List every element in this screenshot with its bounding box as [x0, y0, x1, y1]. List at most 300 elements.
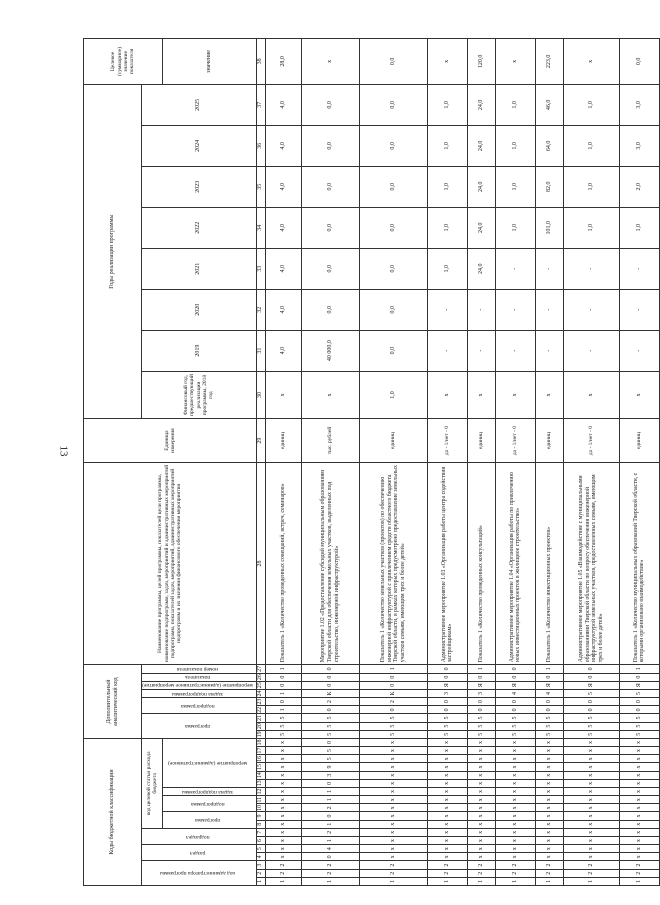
code-cell: х — [535, 796, 563, 804]
podrazdel-header: подраздел — [185, 833, 210, 840]
code-cell: 1 — [301, 836, 359, 844]
code-cell: х — [359, 845, 427, 853]
year-2020: 2020 — [142, 289, 257, 330]
row-year-value: 1,0 — [427, 248, 467, 289]
code-cell: 2 — [535, 861, 563, 869]
year-2025: 2025 — [142, 84, 257, 125]
code-cell: 5 — [265, 722, 301, 730]
code-cell: 2 — [265, 869, 301, 877]
code-cell: 5 — [563, 730, 619, 738]
row-year-value: 82,0 — [535, 166, 563, 207]
code-cell: 5 — [495, 714, 535, 722]
row-year-value: 24,0 — [467, 207, 495, 248]
code-cell: 5 — [535, 714, 563, 722]
row-unit: единиц — [359, 419, 427, 462]
code-cell: х — [495, 820, 535, 828]
column-number: 29 — [256, 419, 265, 462]
row-year-value: 1,0 — [495, 84, 535, 125]
code-cell: х — [427, 812, 467, 820]
code-cell: х — [535, 738, 563, 746]
row-total: 0,0 — [359, 39, 427, 85]
row-year-value: 0,0 — [301, 166, 359, 207]
column-number: 38 — [256, 39, 265, 85]
column-number: 4 — [256, 853, 265, 861]
code-cell: х — [467, 828, 495, 836]
code-cell: х — [495, 755, 535, 763]
code-cell: 5 — [265, 714, 301, 722]
row-year-value: 0,0 — [359, 84, 427, 125]
column-number: 26 — [257, 674, 264, 681]
row-year-value: 4,0 — [265, 166, 301, 207]
column-number: 27 — [257, 665, 264, 672]
code-cell: 0 — [427, 665, 467, 673]
code-cell: 0 — [535, 673, 563, 681]
row-year-value: 2,0 — [619, 166, 659, 207]
code-cell: х — [427, 853, 467, 861]
column-number: 24 — [257, 690, 264, 697]
code-cell: х — [495, 796, 535, 804]
column-number: 30 — [256, 371, 265, 419]
code-cell: х — [619, 787, 659, 795]
code-cell: х — [265, 845, 301, 853]
code-cell: 2 — [619, 861, 659, 869]
code-cell: 0 — [619, 698, 659, 706]
code-cell: х — [467, 763, 495, 771]
column-number: 1 — [256, 877, 265, 885]
code-cell: 2 — [301, 861, 359, 869]
row-unit: да - 1/нет - 0 — [495, 419, 535, 462]
code-cell: х — [563, 779, 619, 787]
row-total: х — [301, 39, 359, 85]
code-cell: х — [535, 812, 563, 820]
row-year-value: 4,0 — [265, 248, 301, 289]
column-number: 20 — [257, 723, 264, 730]
row-year-value: 4,0 — [265, 84, 301, 125]
add-col-task: задача подпрограммы — [171, 690, 223, 697]
code-cell: х — [265, 779, 301, 787]
code-cell: 5 — [619, 689, 659, 697]
code-cell: 5 — [563, 689, 619, 697]
code-cell: 0 — [301, 706, 359, 714]
column-number: 25 — [257, 682, 264, 689]
code-cell: Я — [619, 681, 659, 689]
expense-article-header: код целевой статьи расхода бюджета — [142, 738, 163, 828]
code-cell: 0 — [563, 706, 619, 714]
program-table — [83, 38, 660, 886]
code-cell: х — [563, 812, 619, 820]
code-cell: х — [619, 755, 659, 763]
code-cell: х — [467, 755, 495, 763]
row-year-value: - — [535, 248, 563, 289]
row-year-value: 1,0 — [563, 125, 619, 166]
row-year-value: - — [563, 330, 619, 371]
code-cell: х — [265, 836, 301, 844]
code-cell: 0 — [467, 698, 495, 706]
code-cell: 5 — [359, 730, 427, 738]
code-cell: х — [467, 853, 495, 861]
year-2019: 2019 — [142, 330, 257, 371]
row-year-value: - — [495, 248, 535, 289]
code-cell: х — [427, 828, 467, 836]
row-name: Мероприятие 1.02 «Предоставление субсидий муниципальным образованиям Тверской области для обеспечения земельных участков, выделенных под строительство, инженерной инфраструктурой» — [301, 462, 359, 665]
row-year-value: 0,0 — [359, 166, 427, 207]
row-year-value: 1,0 — [495, 166, 535, 207]
code-cell: х — [265, 747, 301, 755]
code-cell: х — [467, 836, 495, 844]
code-cell: х — [359, 828, 427, 836]
code-cell: х — [427, 820, 467, 828]
code-cell: 2 — [563, 861, 619, 869]
row-year-value: 4,0 — [265, 289, 301, 330]
code-cell: 0 — [301, 673, 359, 681]
code-cell: х — [495, 804, 535, 812]
year-2024: 2024 — [142, 125, 257, 166]
code-cell: 0 — [359, 681, 427, 689]
row-year-value: - — [535, 289, 563, 330]
row-name: Показатель 1 «Количество проведенных совещаний, встреч, семинаров» — [265, 462, 301, 665]
row-fin-year: х — [265, 371, 301, 419]
code-cell: х — [359, 853, 427, 861]
row-year-value: 0,0 — [301, 289, 359, 330]
code-cell: х — [495, 836, 535, 844]
code-cell: х — [467, 804, 495, 812]
code-cell: х — [265, 804, 301, 812]
code-cell: х — [535, 755, 563, 763]
code-cell: 1 — [619, 877, 659, 885]
row-year-value: 24,0 — [467, 166, 495, 207]
code-cell: х — [619, 836, 659, 844]
code-cell: 5 — [359, 722, 427, 730]
row-year-value: 4,0 — [265, 330, 301, 371]
year-2021: 2021 — [142, 248, 257, 289]
code-cell: 5 — [467, 714, 495, 722]
code-cell: 4 — [535, 689, 563, 697]
code-cell: 2 — [359, 869, 427, 877]
code-cell: х — [535, 779, 563, 787]
row-year-value: 1,0 — [427, 166, 467, 207]
table-row — [467, 39, 495, 886]
code-cell: 0 — [301, 665, 359, 673]
code-cell: 0 — [265, 673, 301, 681]
code-cell: 5 — [301, 730, 359, 738]
row-year-value: - — [619, 330, 659, 371]
code-cell: х — [359, 747, 427, 755]
code-cell: 5 — [495, 730, 535, 738]
code-cell: 5 — [467, 722, 495, 730]
row-year-value: 0,0 — [359, 330, 427, 371]
code-cell: х — [359, 836, 427, 844]
column-number: 31 — [256, 330, 265, 371]
code-cell: 5 — [427, 714, 467, 722]
code-cell: Я — [467, 681, 495, 689]
row-year-value: - — [495, 330, 535, 371]
code-cell: 5 — [301, 714, 359, 722]
code-cell: 2 — [467, 861, 495, 869]
code-cell: х — [619, 820, 659, 828]
code-cell: 1 — [359, 877, 427, 885]
table-row — [265, 39, 301, 886]
code-cell: х — [265, 763, 301, 771]
year-2022: 2022 — [142, 207, 257, 248]
code-cell: 1 — [265, 665, 301, 673]
code-cell: 0 — [563, 698, 619, 706]
code-cell: х — [265, 771, 301, 779]
code-cell: 1 — [535, 877, 563, 885]
total-header: Целевое (суммарное) значение показателя — [84, 39, 163, 85]
code-cell: х — [619, 804, 659, 812]
code-cell: 2 — [427, 869, 467, 877]
code-cell: х — [427, 836, 467, 844]
code-cell: 0 — [301, 853, 359, 861]
row-fin-year: х — [535, 371, 563, 419]
code-cell: 1 — [301, 820, 359, 828]
code-cell: 0 — [359, 673, 427, 681]
row-name: Показатель 1 «Количество проведенных консультаций» — [467, 462, 495, 665]
row-year-value: 64,0 — [535, 125, 563, 166]
code-cell: х — [467, 845, 495, 853]
code-cell: х — [619, 779, 659, 787]
code-cell: 1 — [359, 665, 427, 673]
code-cell: 5 — [563, 714, 619, 722]
code-cell: 2 — [301, 828, 359, 836]
row-name: Административное мероприятие 1.03 «Организация работы центра содействия застройщикам» — [427, 462, 467, 665]
code-cell: 0 — [467, 673, 495, 681]
row-year-value: 1,0 — [427, 207, 467, 248]
code-cell: 5 — [427, 730, 467, 738]
code-cell: 0 — [619, 673, 659, 681]
row-fin-year: х — [427, 371, 467, 419]
code-cell: х — [427, 804, 467, 812]
code-cell: х — [619, 763, 659, 771]
code-cell: х — [619, 845, 659, 853]
code-cell: К — [301, 689, 359, 697]
code-cell: х — [563, 853, 619, 861]
code-cell: х — [619, 738, 659, 746]
code-cell: Я — [563, 681, 619, 689]
column-number: 5 — [256, 845, 265, 853]
column-number: 2 — [256, 869, 265, 877]
row-unit: единиц — [265, 419, 301, 462]
code-cell: х — [563, 738, 619, 746]
row-year-value: 40 000,0 — [301, 330, 359, 371]
column-number: 34 — [256, 207, 265, 248]
row-year-value: 1,0 — [619, 207, 659, 248]
code-cell: х — [535, 828, 563, 836]
code-cell: х — [467, 747, 495, 755]
column-number: 8 — [256, 820, 265, 828]
row-year-value: 1,0 — [495, 125, 535, 166]
code-cell: х — [427, 779, 467, 787]
row-year-value: - — [535, 330, 563, 371]
row-year-value: - — [495, 289, 535, 330]
code-cell: х — [563, 804, 619, 812]
column-numbers-row — [256, 39, 265, 886]
code-cell: 0 — [359, 706, 427, 714]
code-cell: 0 — [495, 673, 535, 681]
code-cell: х — [535, 787, 563, 795]
table-row — [563, 39, 619, 886]
column-number: 17 — [257, 747, 264, 754]
code-cell: х — [427, 796, 467, 804]
code-cell: 0 — [495, 698, 535, 706]
code-cell: 4 — [301, 845, 359, 853]
code-cell: х — [265, 755, 301, 763]
code-cell: 9 — [301, 763, 359, 771]
code-cell: х — [359, 796, 427, 804]
code-cell: х — [563, 828, 619, 836]
code-cell: 1 — [301, 787, 359, 795]
code-cell: х — [619, 771, 659, 779]
column-number: 18 — [257, 739, 264, 746]
add-col-indicator: показатель — [184, 674, 211, 681]
column-number: 12 — [257, 788, 264, 795]
code-cell: 0 — [301, 779, 359, 787]
row-name: Административное мероприятие 1.04 «Организация работы по привлечению новых инвестиционных проектов в жилищное строительство» — [495, 462, 535, 665]
code-cell: 0 — [301, 738, 359, 746]
column-number: 16 — [257, 755, 264, 762]
code-cell: х — [495, 845, 535, 853]
code-cell: 0 — [563, 673, 619, 681]
code-cell: 1 — [301, 877, 359, 885]
row-year-value: 1,0 — [495, 207, 535, 248]
table-row — [495, 39, 535, 886]
row-fin-year: х — [301, 371, 359, 419]
code-cell: х — [535, 845, 563, 853]
add-col-program: программа — [184, 723, 211, 730]
row-year-value: 0,0 — [359, 289, 427, 330]
row-year-value: 4,0 — [265, 125, 301, 166]
total-sub-header: значение — [163, 39, 256, 85]
code-cell: х — [495, 828, 535, 836]
add-col-indicator-number: номер показателя — [176, 666, 218, 673]
column-number: 9 — [256, 812, 265, 820]
code-cell: 2 — [301, 869, 359, 877]
code-cell: х — [619, 828, 659, 836]
column-number: 10 — [257, 804, 264, 811]
code-cell: х — [359, 738, 427, 746]
row-year-value: 24,0 — [467, 248, 495, 289]
code-cell: х — [359, 755, 427, 763]
row-total: х — [563, 39, 619, 85]
code-cell: х — [467, 787, 495, 795]
code-cell: 0 — [563, 665, 619, 673]
code-cell: х — [495, 853, 535, 861]
column-number: 19 — [257, 731, 264, 738]
row-year-value: 0,0 — [301, 248, 359, 289]
add-col-activity: мероприятие (административное мероприятие) — [142, 682, 253, 689]
code-cell: х — [359, 787, 427, 795]
row-year-value: 3,0 — [619, 84, 659, 125]
code-cell: х — [535, 763, 563, 771]
name-header: Наименование программы, целей программы, показателей цели программы, наименование подпрограмм, задач, мероприятий и административных мероприятий подпрограмм, показателей задач, мероприятий, административных мероприятий подпрограмм и их значения финансового обеспечения мероприятия — [84, 462, 257, 665]
add-col-subprogram: подпрограмма — [180, 702, 215, 709]
row-name: Показатель 1 «Количество муниципальных образований Тверской области, с которыми организовано взаимодействие» — [619, 462, 659, 665]
code-cell: 5 — [535, 730, 563, 738]
code-cell: 5 — [301, 747, 359, 755]
code-cell: х — [467, 738, 495, 746]
code-cell: х — [563, 796, 619, 804]
code-cell: 2 — [427, 861, 467, 869]
row-year-value: 0,0 — [359, 207, 427, 248]
add-code-header: Дополнительный аналитический код — [84, 665, 142, 739]
activity-header: мероприятие (административное) — [168, 760, 248, 767]
code-cell: 1 — [427, 877, 467, 885]
code-cell: х — [265, 812, 301, 820]
code-cell: 5 — [619, 730, 659, 738]
task-header: задача подпрограммы — [182, 788, 234, 795]
column-number: 15 — [257, 764, 264, 771]
code-cell: х — [563, 755, 619, 763]
row-year-value: - — [563, 289, 619, 330]
code-cell: х — [563, 845, 619, 853]
page-number: 13 — [57, 445, 70, 457]
code-cell: 0 — [301, 681, 359, 689]
code-cell: 1 — [467, 665, 495, 673]
code-cell: К — [359, 689, 427, 697]
code-cell: Я — [495, 681, 535, 689]
code-cell: х — [563, 820, 619, 828]
code-cell: х — [427, 771, 467, 779]
code-cell: 5 — [427, 722, 467, 730]
code-cell: 5 — [265, 730, 301, 738]
code-cell: х — [359, 812, 427, 820]
code-cell: 1 — [301, 796, 359, 804]
code-cell: 1 — [467, 877, 495, 885]
code-cell: 2 — [535, 869, 563, 877]
row-unit: да - 1/нет - 0 — [563, 419, 619, 462]
column-number: 28 — [256, 462, 265, 665]
code-cell: 1 — [619, 665, 659, 673]
code-cell: х — [535, 853, 563, 861]
code-cell: 2 — [301, 804, 359, 812]
code-cell: х — [619, 747, 659, 755]
code-cell: Я — [535, 681, 563, 689]
code-cell: 1 — [535, 665, 563, 673]
code-cell: х — [427, 738, 467, 746]
row-total: 0,0 — [619, 39, 659, 85]
programma-header: программа — [195, 817, 221, 824]
column-number: 3 — [256, 861, 265, 869]
code-cell: х — [265, 796, 301, 804]
table-body — [265, 39, 659, 886]
code-cell: 5 — [563, 722, 619, 730]
code-cell: х — [535, 820, 563, 828]
code-cell: 2 — [495, 861, 535, 869]
code-cell: х — [427, 755, 467, 763]
row-year-value: 24,0 — [467, 125, 495, 166]
code-cell: 2 — [619, 869, 659, 877]
row-year-value: 1,0 — [563, 84, 619, 125]
code-cell: х — [467, 771, 495, 779]
row-year-value: 1,0 — [563, 166, 619, 207]
code-cell: 5 — [359, 714, 427, 722]
row-year-value: 1,0 — [563, 207, 619, 248]
row-year-value: - — [427, 289, 467, 330]
code-cell: 5 — [467, 730, 495, 738]
code-cell: х — [563, 836, 619, 844]
code-cell: х — [359, 820, 427, 828]
row-name: Административное мероприятие 1.05 «Взаимодействие с муниципальными образованиями Тверской области по вопросу обеспечения инженерной инфраструктурой земельных участков, предоставленных семьям, имеющим трех и более детей» — [563, 462, 619, 665]
row-year-value: - — [427, 330, 467, 371]
code-cell: 3 — [467, 689, 495, 697]
code-cell: х — [359, 804, 427, 812]
row-unit: единиц — [535, 419, 563, 462]
row-year-value: 3,0 — [619, 125, 659, 166]
code-cell: 0 — [427, 706, 467, 714]
row-unit: тыс. рублей — [301, 419, 359, 462]
row-year-value: 101,0 — [535, 207, 563, 248]
row-total: 28,0 — [265, 39, 301, 85]
